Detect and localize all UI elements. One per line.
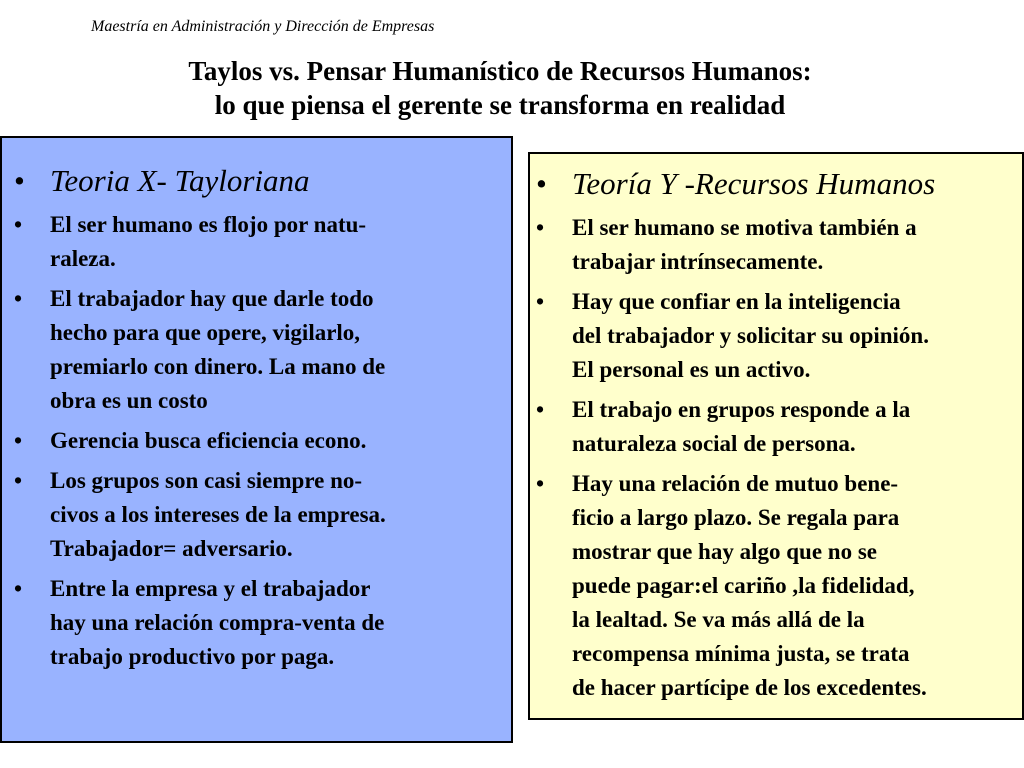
list-item-text: El ser humano se motiva también a trabajar intrínsecamente.	[572, 215, 917, 274]
bullet-icon: •	[536, 215, 545, 240]
theory-y-box	[528, 152, 1024, 720]
list-item-text: El trabajo en grupos responde a la naturaleza social de persona.	[572, 397, 911, 456]
title-line-2: lo que piensa el gerente se transforma en realidad	[214, 90, 786, 120]
theory-y-heading-text: Teoría Y -Recursos Humanos	[572, 166, 936, 201]
bullet-icon: •	[536, 289, 545, 314]
list-item	[14, 282, 501, 418]
list-item	[536, 211, 1012, 279]
list-item	[536, 393, 1012, 461]
theory-x-box	[0, 136, 513, 743]
list-item-text: Los grupos son casi siempre no- civos a los intereses de la empresa. Trabajador= adversario.	[50, 468, 386, 561]
theory-y-heading	[536, 167, 1012, 201]
list-item	[14, 464, 501, 566]
list-item	[14, 208, 501, 276]
bullet-icon: •	[14, 428, 23, 453]
list-item	[536, 467, 1012, 705]
list-item-text: El ser humano es flojo por natu- raleza.	[50, 212, 367, 271]
slide-title	[0, 54, 1000, 122]
bullet-icon: •	[14, 163, 25, 198]
list-item-text: Entre la empresa y el trabajador hay una relación compra-venta de trabajo productivo por paga.	[50, 576, 385, 669]
theory-x-heading-text: Teoria X- Tayloriana	[50, 163, 310, 198]
theory-x-heading	[14, 164, 501, 198]
bullet-icon: •	[14, 576, 23, 601]
title-line-1: Taylos vs. Pensar Humanístico de Recursos Humanos:	[188, 56, 812, 86]
theory-x-list	[14, 208, 501, 674]
course-header: Maestría en Administración y Dirección de Empresas	[91, 18, 435, 35]
list-item	[14, 424, 501, 458]
bullet-icon: •	[536, 166, 547, 201]
list-item-text: Hay una relación de mutuo bene- ficio a largo plazo. Se regala para mostrar que hay algo que no se puede pagar:el cariño ,la fidelidad, la lealtad. Se va más allá de la recompensa mínima justa, se trata de hacer partícipe de los excedentes.	[572, 471, 927, 700]
list-item-text: Gerencia busca eficiencia econo.	[50, 428, 367, 453]
bullet-icon: •	[536, 397, 545, 422]
list-item-text: Hay que confiar en la inteligencia del trabajador y solicitar su opinión. El personal es un activo.	[572, 289, 929, 382]
list-item	[536, 285, 1012, 387]
list-item-text: El trabajador hay que darle todo hecho para que opere, vigilarlo, premiarlo con dinero. La mano de obra es un costo	[50, 286, 386, 413]
bullet-icon: •	[14, 468, 23, 493]
bullet-icon: •	[14, 212, 23, 237]
theory-y-list	[536, 211, 1012, 705]
bullet-icon: •	[14, 286, 23, 311]
bullet-icon: •	[536, 471, 545, 496]
list-item	[14, 572, 501, 674]
